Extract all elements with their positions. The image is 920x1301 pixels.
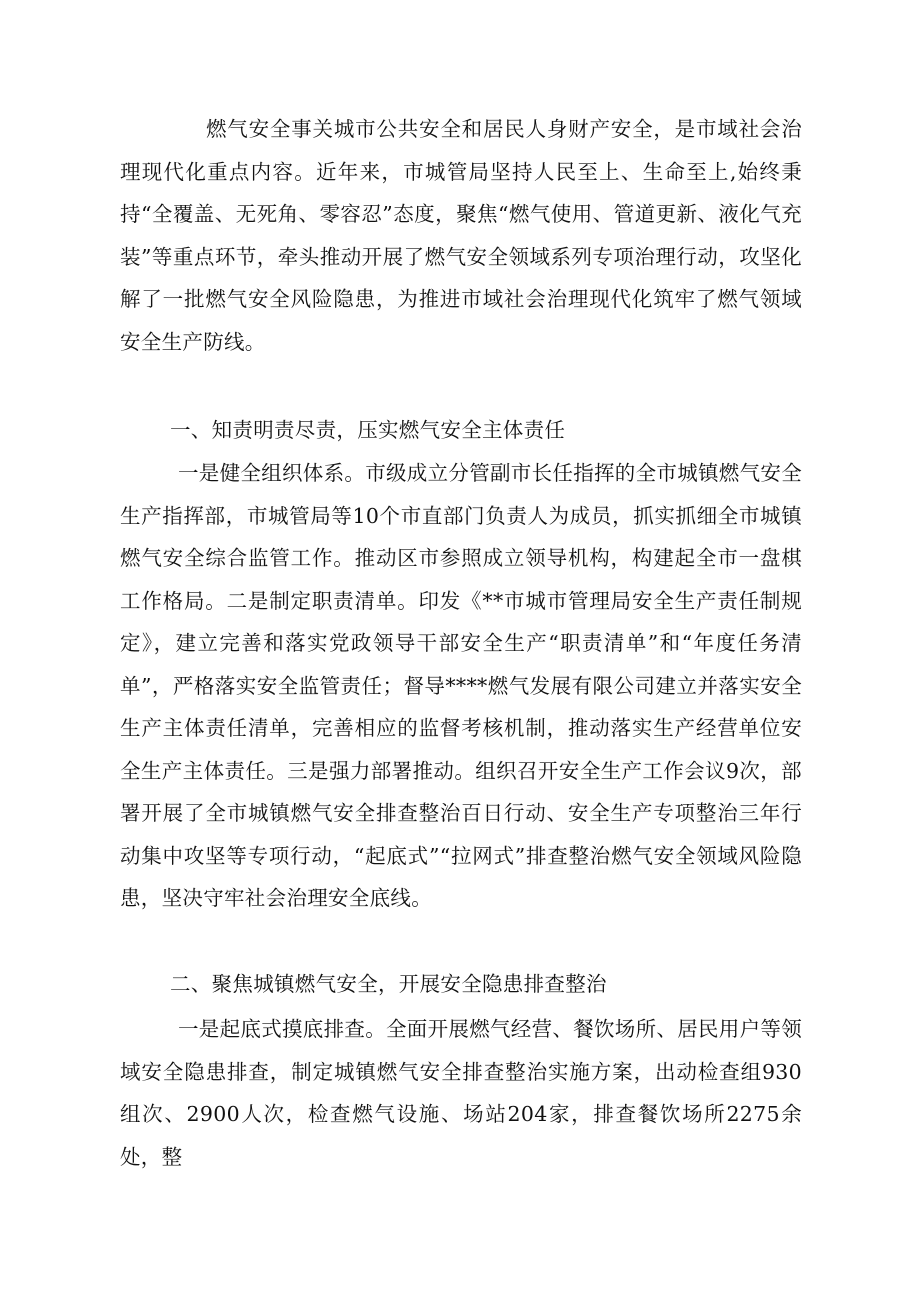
intro-paragraph: 燃气安全事关城市公共安全和居民人身财产安全，是市域社会治理现代化重点内容。近年来，市城管局坚持人民至上、生命至上,始终秉持“全覆盖、无死角、零容忍”态度，聚焦“燃气使用、管道更新、液化气充装”等重点环节，牵头推动开展了燃气安全领域系列专项治理行动，攻坚化解了一批燃气安全风险隐患，为推进市域社会治理现代化筑牢了燃气领域安全生产防线。: [120, 117, 802, 354]
section-1-paragraph: 一是健全组织体系。市级成立分管副市长任指挥的全市城镇燃气安全生产指挥部，市城管局等10个市直部门负责人为成员，抓实抓细全市城镇燃气安全综合监管工作。推动区市参照成立领导机构，构建起全市一盘棋工作格局。二是制定职责清单。印发《**市城市管理局安全生产责任制规定》，建立完善和落实党政领导干部安全生产“职责清单”和“年度任务清单”，严格落实安全监管责任；督导****燃气发展有限公司建立并落实安全生产主体责任清单，完善相应的监督考核机制，推动落实生产经营单位安全生产主体责任。三是强力部署推动。组织召开安全生产工作会议9次，部署开展了全市城镇燃气安全排查整治百日行动、安全生产专项整治三年行动集中攻坚等专项行动，“起底式”“拉网式”排查整治燃气安全领域风险隐患，坚决守牢社会治理安全底线。: [120, 461, 802, 910]
section-1-heading: 一、知责明责尽责，压实燃气安全主体责任: [170, 418, 566, 442]
section-2-heading: 二、聚焦城镇燃气安全，开展安全隐患排查整治: [170, 972, 607, 996]
section-2-paragraph: 一是起底式摸底排查。全面开展燃气经营、餐饮场所、居民用户等领域安全隐患排查，制定城镇燃气安全排查整治实施方案，出动检查组930组次、2900人次，检查燃气设施、场站204家，排查餐饮场所2275余处，整: [120, 1017, 802, 1169]
